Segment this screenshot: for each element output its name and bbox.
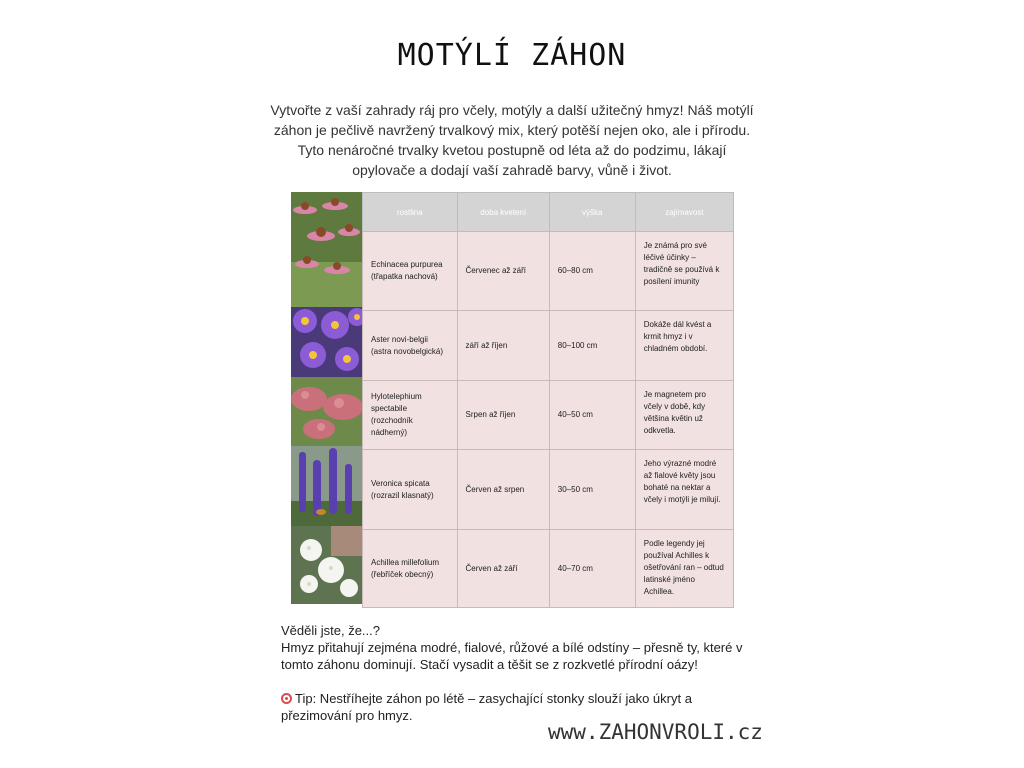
plant-height: 80–100 cm (549, 311, 635, 381)
header-bloom: doba kvetení (457, 193, 549, 232)
plant-table-section (291, 192, 734, 604)
tip-line (281, 690, 761, 724)
website-url: www.ZAHONVROLI.cz (548, 720, 763, 744)
bloom-time: Srpen až říjen (457, 381, 549, 450)
note-heading: Věděli jste, že...? (281, 623, 380, 638)
plant-fact: Jeho výrazné modré až fialové květy jsou bohaté na nektar a včely i motýli je milují. (635, 450, 733, 530)
bloom-time: Červenec až září (457, 232, 549, 311)
plant-height: 60–80 cm (549, 232, 635, 311)
table-row (363, 311, 734, 381)
intro-paragraph: Vytvořte z vaší zahrady ráj pro včely, motýly a další užitečný hmyz! Náš motýlí záhon je pečlivě navržený trvalkový mix, který potěší nejen oko, ale i přírodu. Tyto nenáročné trvalky kvetou postupně od léta až do podzimu, lákají opylovače a dodají vaší zahradě barvy, vůně i život. (270, 102, 754, 178)
plant-fact: Dokáže dál kvést a krmit hmyz i v chladném období. (635, 311, 733, 381)
plant-fact: Podle legendy jej používal Achilles k ošetřování ran – odtud latinské jméno Achillea. (635, 530, 733, 608)
tip-text: Tip: Nestříhejte záhon po létě – zasychající stonky slouží jako úkryt a přezimování pro hmyz. (281, 691, 692, 723)
page-title: MOTÝLÍ ZÁHON (397, 38, 627, 73)
plant-name: Hylotelephium spectabile (rozchodník nádherný) (363, 381, 458, 450)
plant-name: Aster novi-belgii (astra novobelgická) (363, 311, 458, 381)
bloom-time: Červen až září (457, 530, 549, 608)
plant-table (362, 192, 734, 608)
table-row (363, 530, 734, 608)
header-height: výška (549, 193, 635, 232)
bloom-time: Červen až srpen (457, 450, 549, 530)
sedum-photo (291, 377, 362, 446)
header-fact: zajímavost (635, 193, 733, 232)
table-row (363, 381, 734, 450)
bloom-time: září až říjen (457, 311, 549, 381)
achillea-photo (291, 526, 362, 604)
plant-height: 30–50 cm (549, 450, 635, 530)
did-you-know-note (281, 622, 761, 724)
plant-fact: Je magnetem pro včely v době, kdy většina květin už odkvetla. (635, 381, 733, 450)
veronica-photo (291, 446, 362, 526)
table-header-row (363, 193, 734, 232)
aster-photo (291, 307, 362, 377)
plant-height: 40–70 cm (549, 530, 635, 608)
table-row (363, 450, 734, 530)
table-row (363, 232, 734, 311)
photo-column (291, 192, 362, 604)
plant-name: Echinacea purpurea (třapatka nachová) (363, 232, 458, 311)
note-text: Hmyz přitahují zejména modré, fialové, růžové a bílé odstíny – přesně ty, které v tomto záhonu dominují. Stačí vysadit a těšit se z rozkvetlé přírodní oázy! (281, 640, 743, 672)
target-icon (281, 693, 292, 704)
plant-name: Achillea millefolium (řebříček obecný) (363, 530, 458, 608)
echinacea-photo (291, 192, 362, 307)
plant-name: Veronica spicata (rozrazil klasnatý) (363, 450, 458, 530)
plant-fact: Je známá pro své léčivé účinky – tradičně se používá k posílení imunity (635, 232, 733, 311)
header-plant: rostlina (363, 193, 458, 232)
plant-height: 40–50 cm (549, 381, 635, 450)
